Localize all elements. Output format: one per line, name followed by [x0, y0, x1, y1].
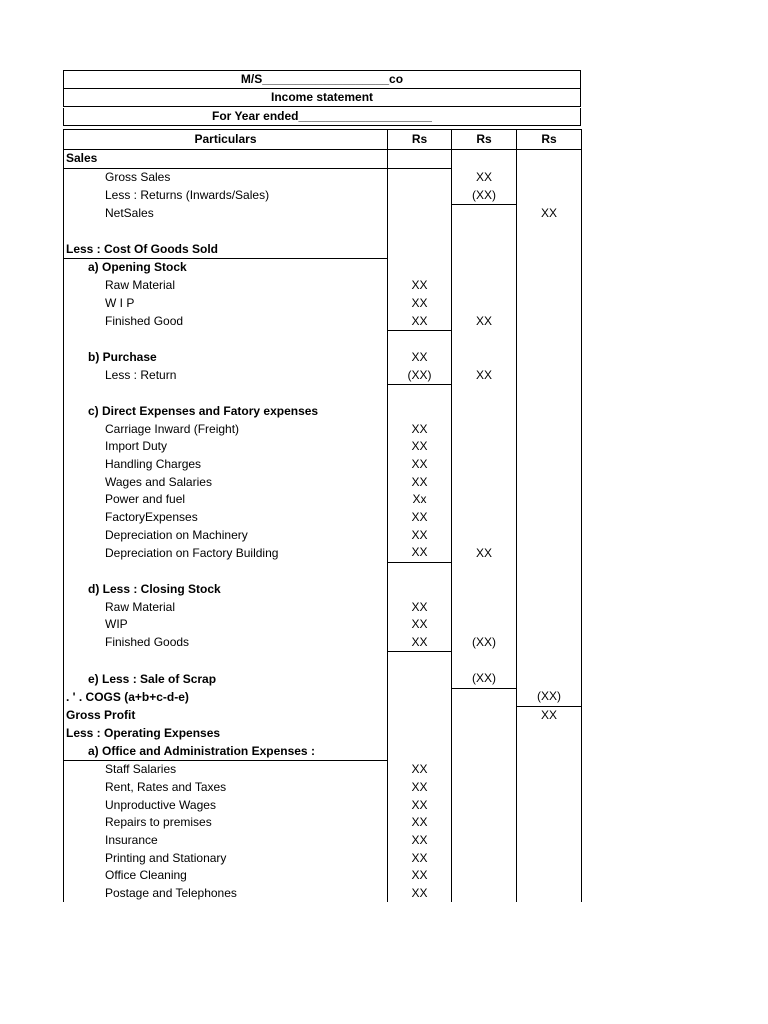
closing-stock-heading: d) Less : Closing Stock [64, 581, 388, 599]
table-row [64, 760, 582, 778]
net-sales-value: XX [517, 205, 582, 223]
purchase-label: b) Purchase [64, 349, 388, 367]
wages-label: Wages and Salaries [64, 473, 388, 491]
table-row [64, 670, 582, 688]
table-row [64, 438, 582, 456]
direct-expenses-total: XX [452, 544, 517, 562]
staff-salaries-label: Staff Salaries [64, 760, 388, 778]
particulars-header: Particulars [64, 130, 388, 150]
closing-stock-total: (XX) [452, 634, 517, 652]
less-returns-value: (XX) [452, 186, 517, 204]
cs-raw-material-label: Raw Material [64, 598, 388, 616]
table-row [64, 403, 582, 421]
insurance-value: XX [388, 832, 452, 850]
os-finished-good-label: Finished Good [64, 312, 388, 330]
sale-of-scrap-value: (XX) [452, 670, 517, 688]
table-row [64, 849, 582, 867]
factory-expenses-label: FactoryExpenses [64, 509, 388, 527]
wages-value: XX [388, 473, 452, 491]
direct-expenses-heading: c) Direct Expenses and Fatory expenses [64, 403, 388, 421]
cogs-total-value: (XX) [517, 688, 582, 706]
table-row [64, 652, 582, 670]
gross-profit-label: Gross Profit [64, 706, 388, 724]
os-finished-good-value: XX [388, 312, 452, 330]
table-row [64, 295, 582, 313]
table-row [64, 544, 582, 562]
rent-value: XX [388, 779, 452, 797]
opening-stock-total: XX [452, 312, 517, 330]
opening-stock-heading: a) Opening Stock [64, 259, 388, 277]
import-duty-value: XX [388, 438, 452, 456]
period-header: For Year ended____________________ [63, 108, 581, 126]
dep-building-value: XX [388, 544, 452, 562]
handling-value: XX [388, 456, 452, 474]
table-row [64, 509, 582, 527]
rs-header-2: Rs [452, 130, 517, 150]
os-wip-value: XX [388, 295, 452, 313]
table-row [64, 885, 582, 903]
table-row [64, 616, 582, 634]
rs-header-3: Rs [517, 130, 582, 150]
os-raw-material-value: XX [388, 277, 452, 295]
table-row [64, 312, 582, 330]
table-row [64, 223, 582, 241]
purchase-return-label: Less : Return [64, 366, 388, 384]
table-row [64, 526, 582, 544]
table-row [64, 277, 582, 295]
cs-wip-label: WIP [64, 616, 388, 634]
table-row [64, 205, 582, 223]
staff-salaries-value: XX [388, 760, 452, 778]
os-wip-label: W I P [64, 295, 388, 313]
unproductive-wages-label: Unproductive Wages [64, 796, 388, 814]
rent-label: Rent, Rates and Taxes [64, 779, 388, 797]
income-statement-table [63, 129, 582, 902]
table-row [64, 706, 582, 724]
table-row [64, 562, 582, 580]
table-row [64, 186, 582, 204]
sale-of-scrap-label: e) Less : Sale of Scrap [64, 670, 388, 688]
carriage-label: Carriage Inward (Freight) [64, 420, 388, 438]
carriage-value: XX [388, 420, 452, 438]
table-row [64, 366, 582, 384]
company-name-header: M/S___________________co [63, 70, 581, 89]
repairs-label: Repairs to premises [64, 814, 388, 832]
table-row [64, 420, 582, 438]
printing-value: XX [388, 849, 452, 867]
cogs-total-label: . ' . COGS (a+b+c-d-e) [64, 688, 388, 706]
insurance-label: Insurance [64, 832, 388, 850]
table-row [64, 688, 582, 706]
table-row [64, 168, 582, 186]
table-row [64, 634, 582, 652]
dep-machinery-label: Depreciation on Machinery [64, 526, 388, 544]
purchase-return-value: (XX) [388, 366, 452, 384]
dep-building-label: Depreciation on Factory Building [64, 544, 388, 562]
cs-finished-goods-label: Finished Goods [64, 634, 388, 652]
os-raw-material-label: Raw Material [64, 277, 388, 295]
office-cleaning-value: XX [388, 867, 452, 885]
repairs-value: XX [388, 814, 452, 832]
table-row [64, 581, 582, 599]
printing-label: Printing and Stationary [64, 849, 388, 867]
import-duty-label: Import Duty [64, 438, 388, 456]
gross-profit-value: XX [517, 706, 582, 724]
unproductive-wages-value: XX [388, 796, 452, 814]
less-returns-label: Less : Returns (Inwards/Sales) [64, 186, 388, 204]
table-row [64, 491, 582, 509]
postage-label: Postage and Telephones [64, 885, 388, 903]
operating-expenses-heading: Less : Operating Expenses [64, 725, 388, 743]
net-sales-label: NetSales [64, 205, 388, 223]
gross-sales-label: Gross Sales [64, 168, 388, 186]
power-label: Power and fuel [64, 491, 388, 509]
table-row [64, 725, 582, 743]
cs-wip-value: XX [388, 616, 452, 634]
postage-value: XX [388, 885, 452, 903]
table-row [64, 473, 582, 491]
table-row [64, 832, 582, 850]
purchase-total: XX [452, 366, 517, 384]
dep-machinery-value: XX [388, 526, 452, 544]
table-row [64, 384, 582, 402]
cs-finished-goods-value: XX [388, 634, 452, 652]
table-row [64, 330, 582, 348]
sales-heading: Sales [64, 150, 388, 169]
table-row [64, 598, 582, 616]
office-admin-heading: a) Office and Administration Expenses : [64, 742, 388, 760]
statement-title: Income statement [63, 89, 581, 107]
table-row [64, 867, 582, 885]
column-header-row [64, 130, 582, 150]
cs-raw-material-value: XX [388, 598, 452, 616]
table-row [64, 742, 582, 760]
cogs-heading: Less : Cost Of Goods Sold [64, 240, 388, 258]
rs-header-1: Rs [388, 130, 452, 150]
table-row [64, 259, 582, 277]
office-cleaning-label: Office Cleaning [64, 867, 388, 885]
handling-label: Handling Charges [64, 456, 388, 474]
table-row [64, 150, 582, 169]
table-row [64, 240, 582, 258]
gross-sales-value: XX [452, 168, 517, 186]
table-row [64, 796, 582, 814]
table-row [64, 779, 582, 797]
factory-expenses-value: XX [388, 509, 452, 527]
table-row [64, 814, 582, 832]
purchase-value: XX [388, 349, 452, 367]
table-row [64, 456, 582, 474]
table-row [64, 349, 582, 367]
power-value: Xx [388, 491, 452, 509]
